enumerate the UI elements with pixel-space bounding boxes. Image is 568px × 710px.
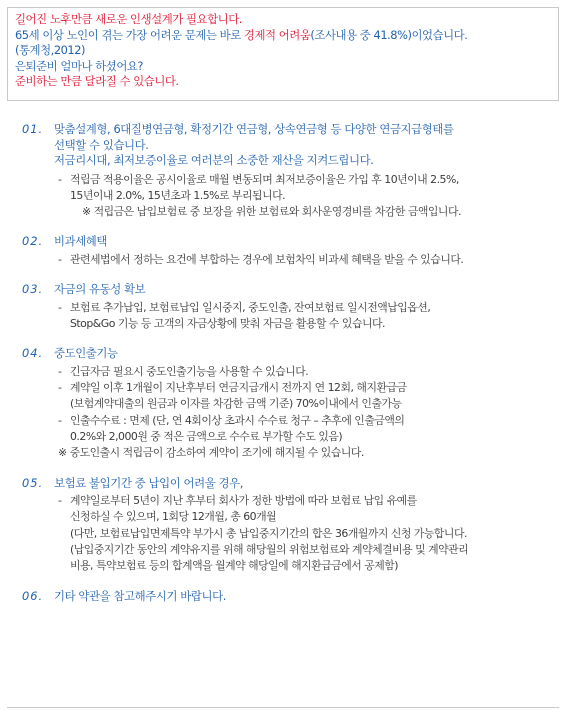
bullet-line: 관련세법에서 정하는 요건에 부합하는 경우에 보험차익 비과세 혜택을 받을 수 있습니다. xyxy=(70,252,464,266)
section-body xyxy=(58,172,558,221)
section-title-line: 맞춤설계형, 6대질병연금형, 확정기간 연금형, 상속연금형 등 다양한 연금지급형태를 xyxy=(54,122,454,136)
section-05 xyxy=(22,476,558,575)
section-number: 06. xyxy=(22,588,44,603)
section-body xyxy=(58,252,558,268)
bullet-line: 계약일 이후 1개월이 지난후부터 연금지급개시 전까지 연 12회, 해지환급금 xyxy=(70,381,407,395)
bullet-line: 신청하실 수 있으며, 1회당 12개월, 총 60개월 xyxy=(70,510,277,524)
bullet-line: 15년이내 2.0%, 15년초과 1.5%로 부리됩니다. xyxy=(70,188,286,202)
section-title-line: 비과세혜택 xyxy=(54,234,108,249)
section-title xyxy=(54,122,558,169)
section-title xyxy=(54,476,558,492)
section-header xyxy=(22,346,558,362)
intro-statistic-highlight: 경제적 어려움 xyxy=(243,27,311,42)
section-header xyxy=(22,476,558,492)
bullet-dash: - xyxy=(58,364,62,378)
bullet-dash: - xyxy=(58,381,62,395)
section-number: 02. xyxy=(22,234,44,249)
bullet-item xyxy=(58,493,558,574)
section-note: ※ 중도인출시 적립금이 감소하여 계약이 조기에 해지될 수 있습니다. xyxy=(58,446,364,460)
section-title xyxy=(54,234,558,250)
section-header xyxy=(22,122,558,169)
section-04 xyxy=(22,346,558,461)
section-note: ※ 적립금은 납입보험료 중 보장을 위한 보험료와 회사운영경비를 차감한 금액입니다. xyxy=(82,205,461,219)
bullet-line: 계약일로부터 5년이 지난 후부터 회사가 정한 방법에 따라 보험료 납입 유예를 xyxy=(70,494,417,508)
section-header xyxy=(22,589,558,605)
section-title-line: 중도인출기능 xyxy=(54,346,118,361)
bullet-line: (납입중지기간 동안의 계약유지를 위해 해당월의 위험보험료와 계약체결비용 및 계약관리 xyxy=(70,542,469,556)
section-title-line: 선택할 수 있습니다. xyxy=(54,137,149,152)
section-header xyxy=(22,282,558,298)
bullet-dash: - xyxy=(58,172,62,186)
section-03 xyxy=(22,282,558,332)
feature-sections xyxy=(22,122,558,604)
intro-source: (통계청,2012) xyxy=(15,43,86,58)
bullet-line: 비용, 특약보험료 등의 합계액을 월계약 해당일에 해지환급금에서 공제함) xyxy=(70,559,399,573)
bullet-line: Stop&Go 기능 등 고객의 자금상황에 맞춰 자금을 활용할 수 있습니다. xyxy=(70,316,385,330)
bullet-item xyxy=(58,380,558,413)
section-header xyxy=(22,234,558,250)
bullet-item xyxy=(58,364,558,380)
section-title-line: 보험료 불입기간 중 납입이 어려울 경우, xyxy=(54,475,243,490)
bullet-item xyxy=(58,413,558,446)
intro-statistic-percent: (조사내용 중 41.8%)이었습니다. xyxy=(310,27,468,42)
section-body xyxy=(58,300,558,333)
intro-statistic-text: 65세 이상 노인이 겪는 가장 어려운 문제는 바로 xyxy=(15,27,244,42)
bullet-line: 인출수수료 : 면제 (단, 연 4회이상 초과시 수수료 청구 – 추후에 인출금액의 xyxy=(70,413,405,427)
bullet-item xyxy=(58,252,558,268)
section-number: 04. xyxy=(22,346,44,361)
section-title-line: 저금리시대, 최저보증이율로 여러분의 소중한 재산을 지켜드립니다. xyxy=(54,153,374,167)
bullet-dash: - xyxy=(58,252,62,266)
section-06 xyxy=(22,589,558,605)
section-number: 05. xyxy=(22,475,44,490)
section-body xyxy=(58,364,558,462)
section-body xyxy=(58,493,558,574)
bottom-divider xyxy=(7,707,559,708)
section-number: 03. xyxy=(22,282,44,297)
bullet-line: (보험계약대출의 원금과 이자를 차감한 금액 기준) 70%이내에서 인출가능 xyxy=(70,397,402,411)
intro-question: 은퇴준비 얼마나 하셨어요? xyxy=(15,58,144,73)
section-title-line: 자금의 유동성 확보 xyxy=(54,282,146,297)
bullet-line: (다만, 보험료납입면제특약 부가시 총 납입중지기간의 합은 36개월까지 신청 가능합니다. xyxy=(70,526,467,540)
bullet-item xyxy=(58,172,558,205)
bullet-line: 보험료 추가납입, 보험료납입 일시중지, 중도인출, 잔여보험료 일시전액납입옵션, xyxy=(70,300,431,314)
bullet-dash: - xyxy=(58,494,62,508)
intro-statistic xyxy=(15,28,551,44)
intro-box xyxy=(7,7,559,101)
section-title xyxy=(54,346,558,362)
section-title xyxy=(54,282,558,298)
bullet-dash: - xyxy=(58,300,62,314)
section-title-line: 기타 약관을 참고해주시기 바랍니다. xyxy=(54,588,226,603)
section-01 xyxy=(22,122,558,220)
bullet-item xyxy=(58,300,558,333)
intro-headline: 길어진 노후만큼 새로운 인생설계가 필요합니다. xyxy=(15,12,242,26)
bullet-line: 0.2%와 2,000원 중 적은 금액으로 수수료 부가할 수도 있음) xyxy=(70,429,343,443)
section-number: 01. xyxy=(22,122,44,136)
bullet-dash: - xyxy=(58,413,62,427)
section-02 xyxy=(22,234,558,268)
bullet-line: 긴급자금 필요시 중도인출기능을 사용할 수 있습니다. xyxy=(70,364,309,378)
intro-closing: 준비하는 만큼 달라질 수 있습니다. xyxy=(15,74,179,89)
section-title xyxy=(54,589,558,605)
bullet-line: 적립금 적용이율은 공시이율로 매월 변동되며 최저보증이율은 가입 후 10년이내 2.5%, xyxy=(70,172,459,186)
